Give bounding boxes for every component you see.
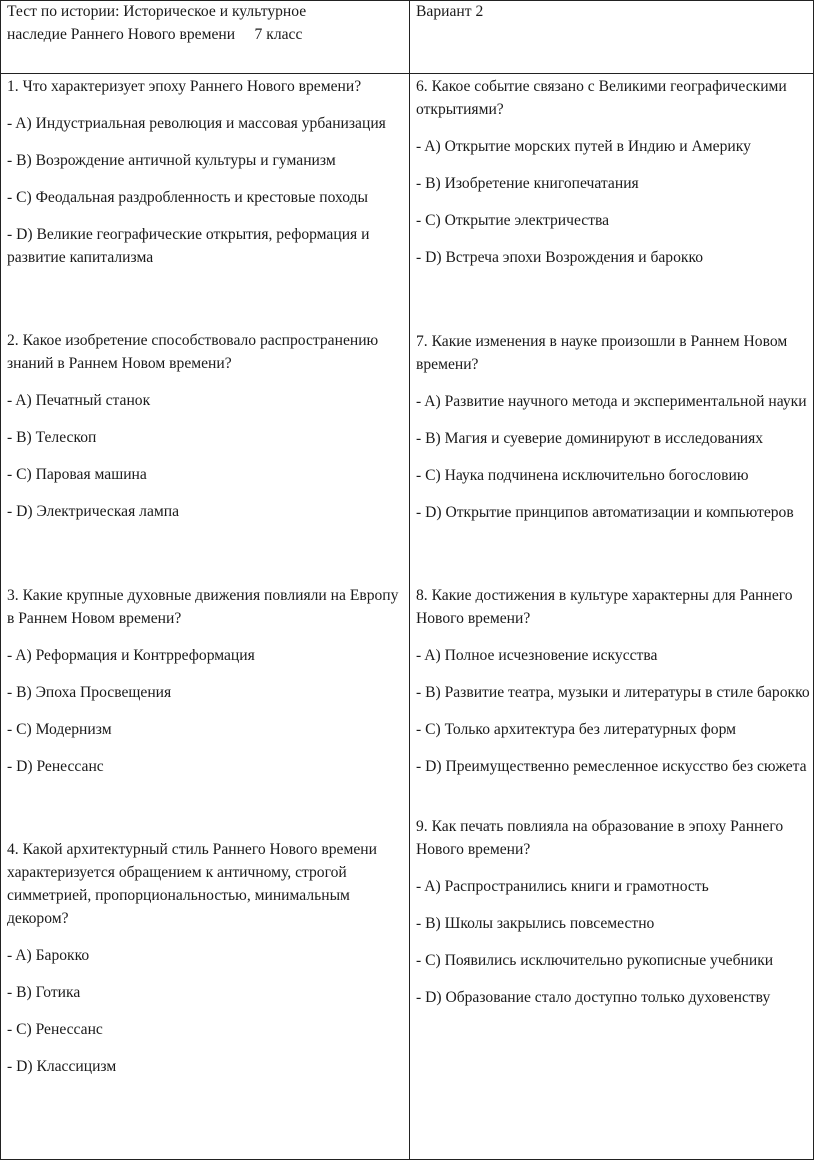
question-text: 7. Какие изменения в науке произошли в Раннем Новом времени? <box>416 333 788 373</box>
question-1 <box>7 75 402 269</box>
answer-option: - A) Барокко <box>7 947 90 964</box>
question-4 <box>7 838 402 1078</box>
answer-option: - C) Открытие электричества <box>416 212 610 229</box>
answer-option: - C) Паровая машина <box>7 466 147 483</box>
question-9 <box>416 815 811 1009</box>
answer-option: - C) Наука подчинена исключительно богословию <box>416 467 749 484</box>
answer-option: - A) Печатный станок <box>7 392 151 409</box>
question-text: 3. Какие крупные духовные движения повлияли на Европу в Раннем Новом времени? <box>7 587 399 627</box>
answer-option: - C) Ренессанс <box>7 1021 103 1038</box>
header-divider <box>1 73 813 74</box>
question-text: 4. Какой архитектурный стиль Раннего Нового времени характеризуется обращением к античному, строгой симметрией, пропорциональностью, минимальным декором? <box>7 841 377 927</box>
column-divider <box>409 1 410 1159</box>
answer-option: - A) Развитие научного метода и экспериментальной науки <box>416 393 807 410</box>
question-text: 2. Какое изобретение способствовало распространению знаний в Раннем Новом времени? <box>7 332 379 372</box>
answer-option: - B) Готика <box>7 984 81 1001</box>
question-6 <box>416 75 811 269</box>
question-text: 8. Какие достижения в культуре характерны для Раннего Нового времени? <box>416 587 793 627</box>
answer-option: - C) Феодальная раздробленность и крестовые походы <box>7 189 369 206</box>
answer-option: - B) Телескоп <box>7 429 97 446</box>
answer-option: - D) Образование стало доступно только духовенству <box>416 989 771 1006</box>
question-3 <box>7 584 402 778</box>
question-7 <box>416 330 811 524</box>
answer-option: - A) Распространились книги и грамотность <box>416 878 709 895</box>
answer-option: - C) Появились исключительно рукописные учебники <box>416 952 774 969</box>
answer-option: - B) Эпоха Просвещения <box>7 684 172 701</box>
right-column <box>416 75 811 1023</box>
answer-option: - D) Встреча эпохи Возрождения и барокко <box>416 249 704 266</box>
answer-option: - D) Великие географические открытия, реформация и развитие капитализма <box>7 226 370 266</box>
test-title <box>7 0 402 46</box>
answer-option: - C) Только архитектура без литературных форм <box>416 721 737 738</box>
answer-option: - B) Магия и суеверие доминируют в исследованиях <box>416 430 764 447</box>
question-text: 9. Как печать повлияла на образование в эпоху Раннего Нового времени? <box>416 818 784 858</box>
question-2 <box>7 329 402 523</box>
test-title-line-2: наследие Раннего Нового времени 7 класс <box>7 26 303 43</box>
answer-option: - D) Классицизм <box>7 1058 117 1075</box>
answer-option: - B) Возрождение античной культуры и гуманизм <box>7 152 336 169</box>
answer-option: - D) Открытие принципов автоматизации и компьютеров <box>416 504 794 521</box>
answer-option: - A) Открытие морских путей в Индию и Америку <box>416 138 751 155</box>
question-8 <box>416 584 811 778</box>
test-title-line-1: Тест по истории: Историческое и культурное <box>7 3 307 20</box>
answer-option: - A) Реформация и Контрреформация <box>7 647 255 664</box>
answer-option: - D) Ренессанс <box>7 758 104 775</box>
left-column <box>7 75 402 1092</box>
answer-option: - C) Модернизм <box>7 721 112 738</box>
answer-option: - A) Индустриальная революция и массовая урбанизация <box>7 115 386 132</box>
answer-option: - A) Полное исчезновение искусства <box>416 647 658 664</box>
variant-text: Вариант 2 <box>416 3 484 20</box>
answer-option: - D) Электрическая лампа <box>7 503 179 520</box>
variant-label <box>416 0 806 23</box>
answer-option: - D) Преимущественно ремесленное искусство без сюжета <box>416 758 807 775</box>
question-text: 6. Какое событие связано с Великими географическими открытиями? <box>416 78 787 118</box>
question-text: 1. Что характеризует эпоху Раннего Нового времени? <box>7 78 362 95</box>
answer-option: - B) Развитие театра, музыки и литературы в стиле барокко <box>416 684 810 701</box>
answer-option: - B) Изобретение книгопечатания <box>416 175 639 192</box>
answer-option: - B) Школы закрылись повсеместно <box>416 915 655 932</box>
